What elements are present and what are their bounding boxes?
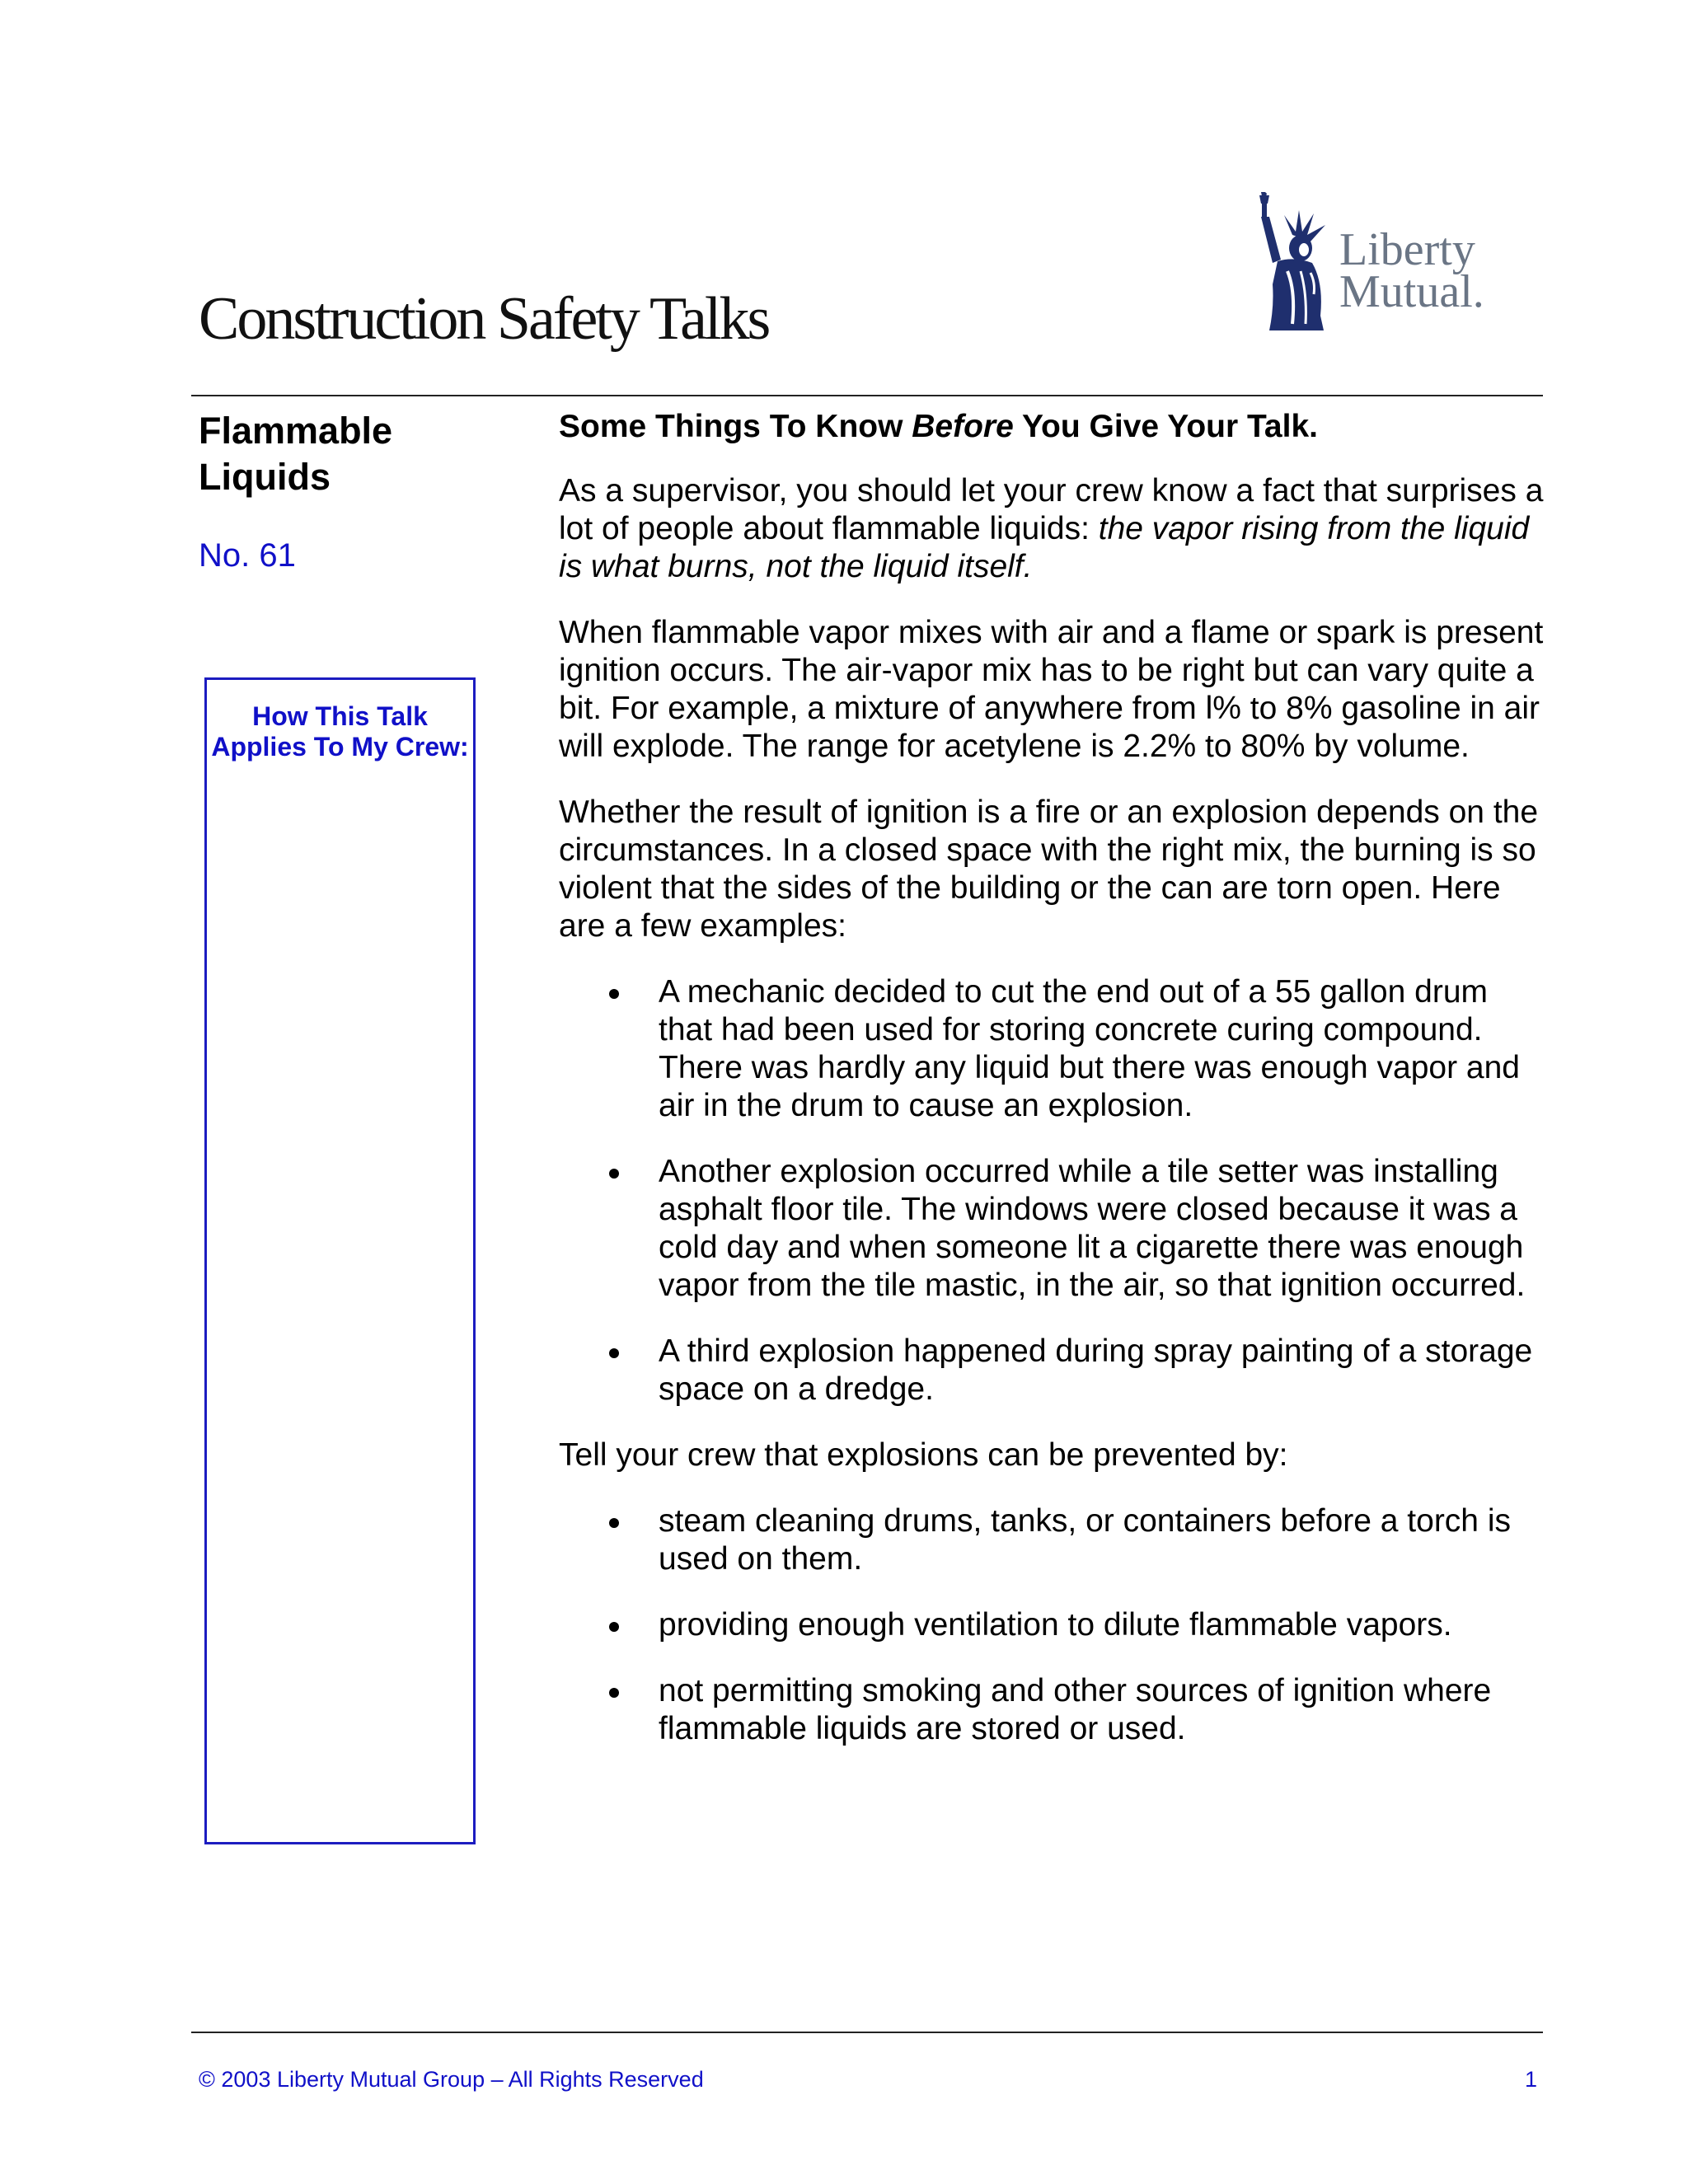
crew-notes-box xyxy=(204,677,476,1844)
paragraph-ignition: When flammable vapor mixes with air and a flame or spark is present ignition occurs. The air-vapor mix has to be right but can vary quite a bit. For example, a mixture of anywhere from l% to 8% gasoline in air will explode. The range for acetylene is 2.2% to 80% by volume. xyxy=(559,615,1544,764)
logo-text-mutual: Mutual. xyxy=(1339,266,1484,317)
bullet-icon xyxy=(609,1169,619,1179)
copyright-notice: © 2003 Liberty Mutual Group – All Rights Reserved xyxy=(199,2067,704,2092)
list-item xyxy=(559,1333,1548,1408)
list-item xyxy=(559,973,1548,1125)
heading-part-2: You Give Your Talk. xyxy=(1013,409,1318,444)
bullet-icon xyxy=(609,1518,619,1528)
talk-number: No. 61 xyxy=(199,537,296,574)
bullet-icon xyxy=(609,989,619,999)
talk-topic: Flammable Liquids xyxy=(199,410,393,498)
page-number: 1 xyxy=(1525,2067,1538,2092)
list-item-text: steam cleaning drums, tanks, or containers before a torch is used on them. xyxy=(659,1503,1511,1577)
talk-body xyxy=(559,408,1548,1776)
list-item-text: Another explosion occurred while a tile setter was installing asphalt floor tile. The windows were closed because it was a cold day and when someone lit a cigarette there was enough vapor from the tile mastic, in the air, so that ignition occurred. xyxy=(659,1154,1526,1303)
logo-text-liberty: Liberty xyxy=(1339,224,1475,275)
paragraph-fire-vs-explosion: Whether the result of ignition is a fire or an explosion depends on the circumstances. In a closed space with the right mix, the burning is so violent that the sides of the building or the can are torn open. Here are a few examples: xyxy=(559,794,1539,944)
bullet-icon xyxy=(609,1688,619,1698)
list-item xyxy=(559,1606,1548,1644)
heading-part-1: Some Things To Know xyxy=(559,409,912,444)
heading-emphasis: Before xyxy=(912,409,1014,444)
list-item xyxy=(559,1672,1548,1748)
section-heading xyxy=(559,408,1548,446)
bullet-icon xyxy=(609,1348,619,1358)
header-divider xyxy=(191,395,1543,396)
list-item-text: not permitting smoking and other sources of ignition where flammable liquids are stored or used. xyxy=(659,1673,1492,1746)
examples-list xyxy=(559,973,1548,1408)
statue-of-liberty-icon xyxy=(1245,192,1343,332)
footer-divider xyxy=(191,2032,1543,2033)
paragraph-intro xyxy=(559,472,1548,586)
paragraph-prevention-intro: Tell your crew that explosions can be prevented by: xyxy=(559,1437,1288,1473)
paragraph-intro-text: As a supervisor, you should let your crew know a fact that surprises a lot of people about flammable liquids: xyxy=(559,473,1544,546)
paragraph-intro-emphasis: the vapor rising from the liquid is what burns, not the liquid itself. xyxy=(559,511,1530,584)
list-item-text: providing enough ventilation to dilute flammable vapors. xyxy=(659,1607,1452,1643)
list-item-text: A mechanic decided to cut the end out of a 55 gallon drum that had been used for storing concrete curing compound. There was hardly any liquid but there was enough vapor and air in the drum to cause an explosion. xyxy=(659,974,1520,1123)
list-item xyxy=(559,1153,1548,1305)
bullet-icon xyxy=(609,1622,619,1632)
list-item xyxy=(559,1502,1548,1578)
prevention-list xyxy=(559,1502,1548,1748)
page-title: Construction Safety Talks xyxy=(199,285,769,353)
crew-notes-title: How This Talk Applies To My Crew: xyxy=(211,701,469,762)
list-item-text: A third explosion happened during spray painting of a storage space on a dredge. xyxy=(659,1333,1533,1407)
liberty-mutual-logo xyxy=(1212,169,1550,346)
